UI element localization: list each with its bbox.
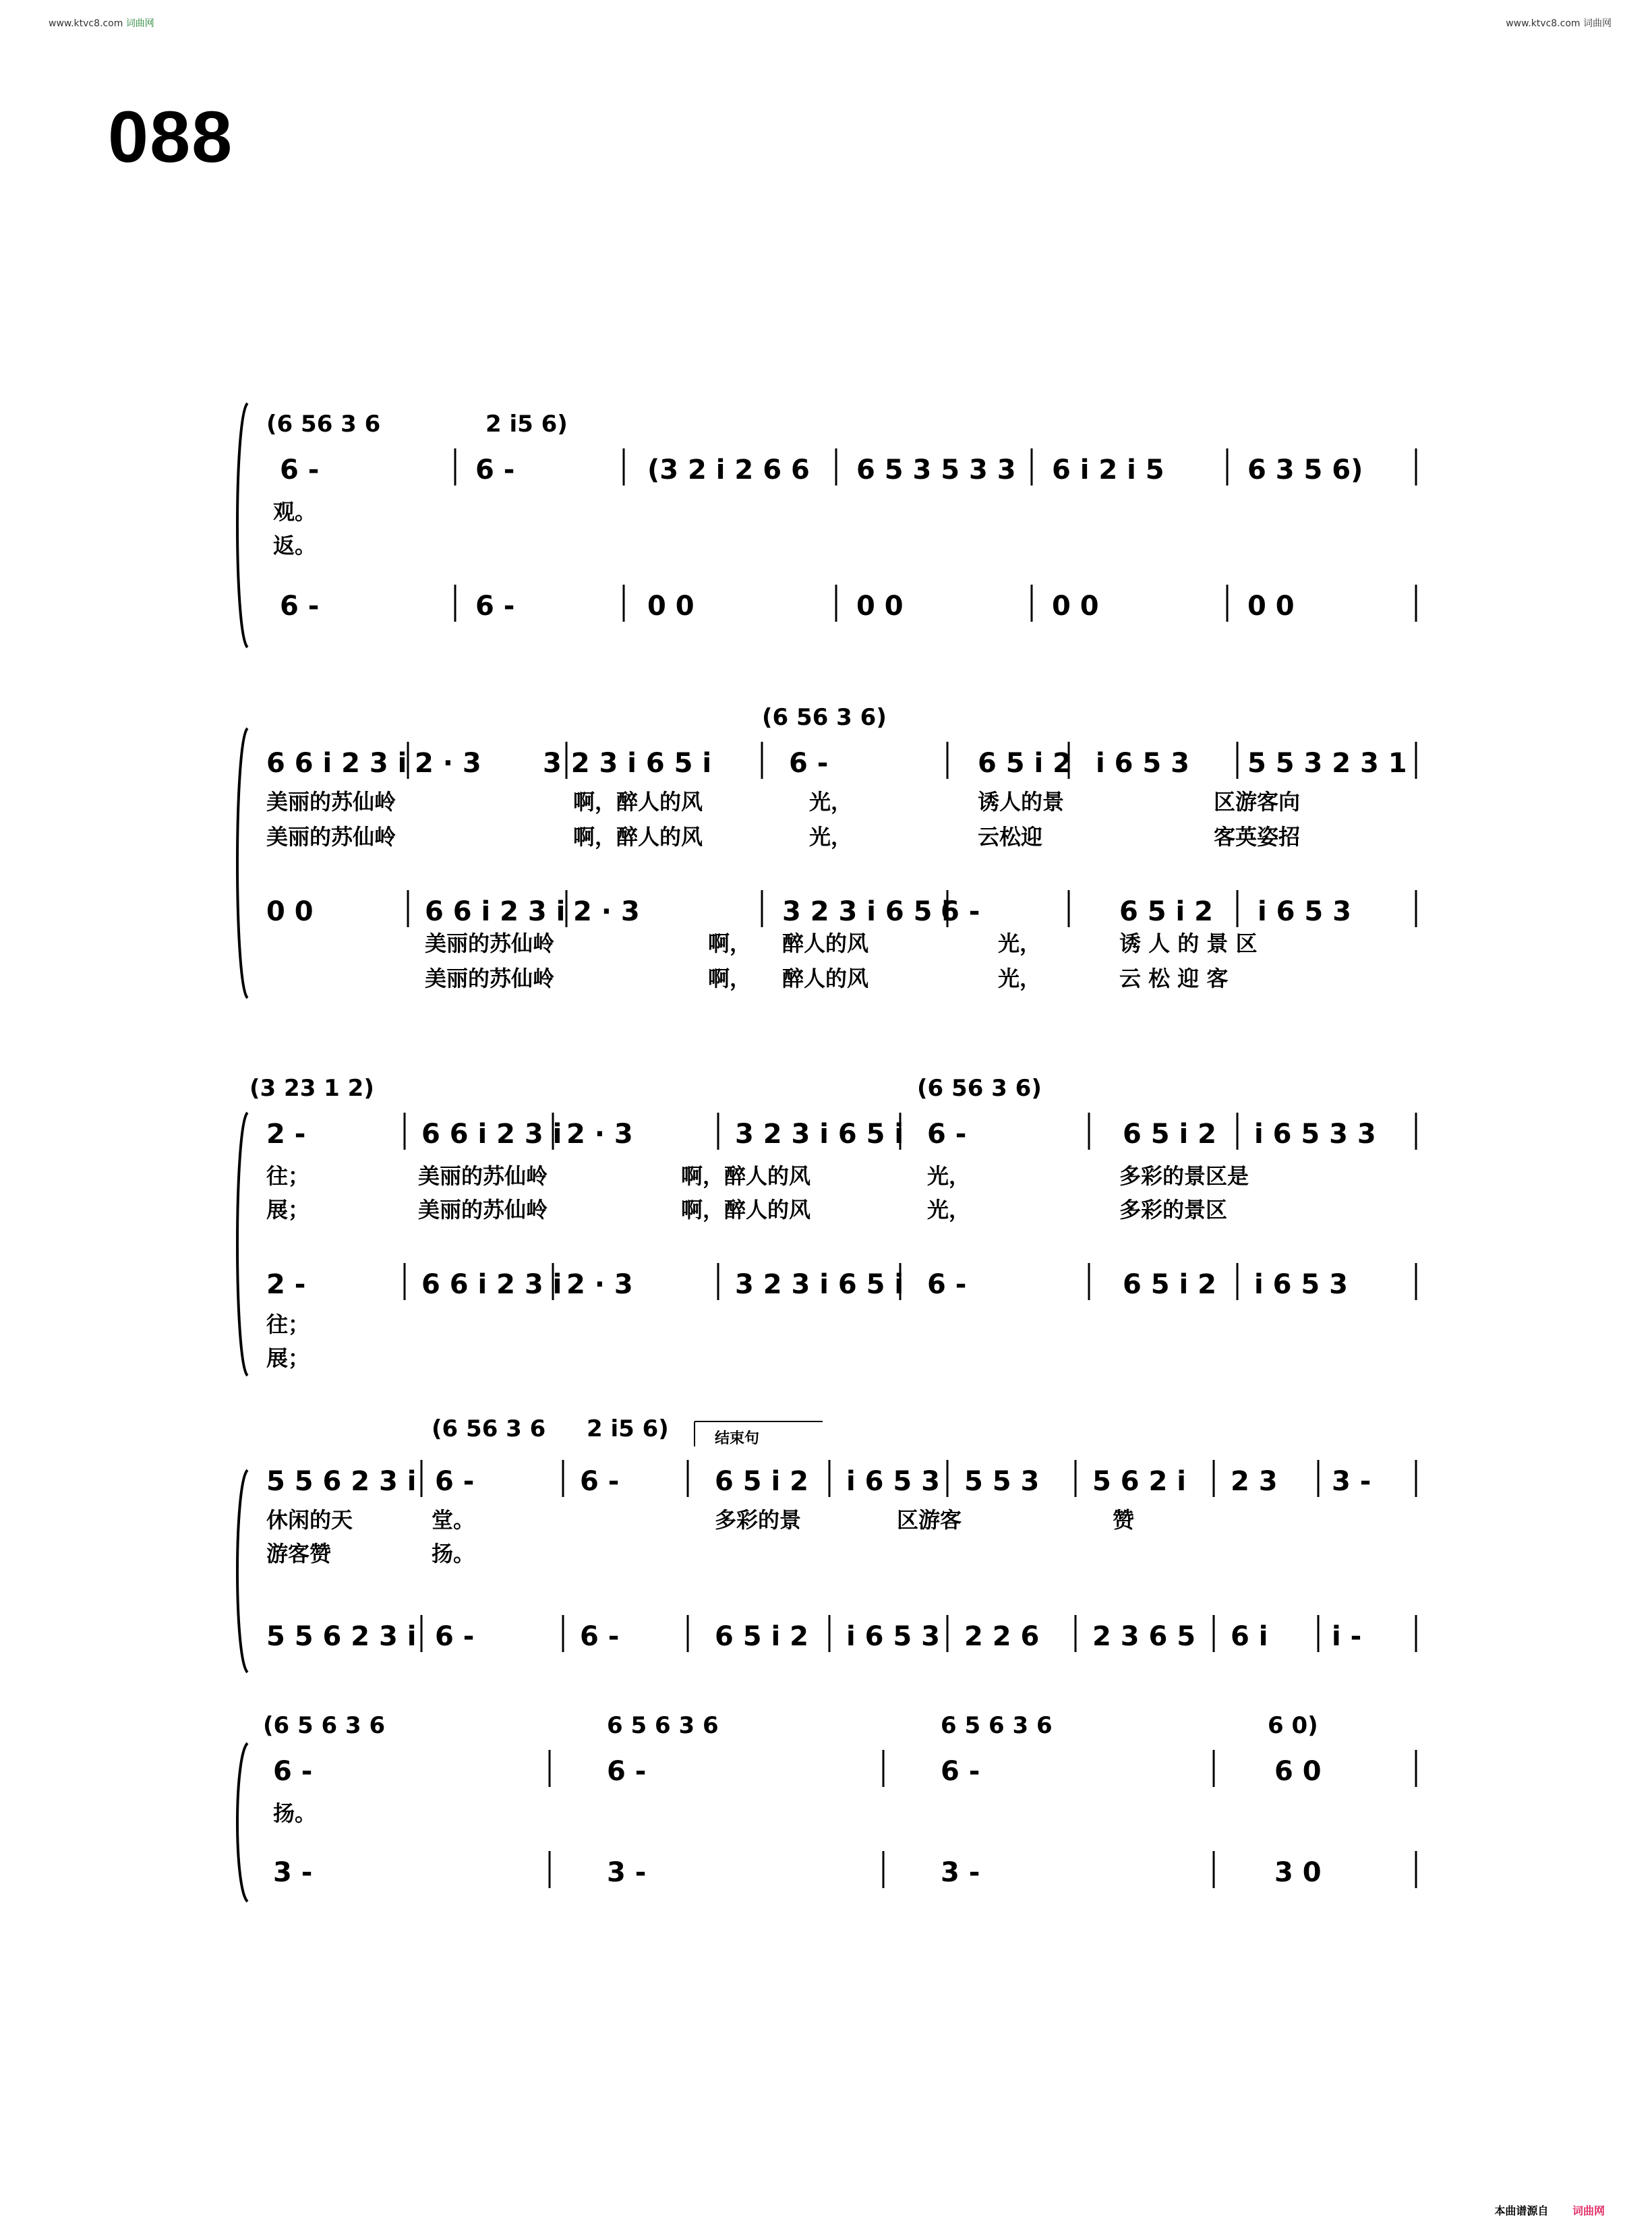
lyric-verse-1: 观。 [273, 499, 317, 525]
lower-measure: 6 - [435, 1621, 475, 1652]
score-system-2 [237, 704, 1416, 998]
lyric-verse-2: 返。 [273, 533, 317, 558]
lower-measure: 3 2 3 i 6 5 i [782, 896, 951, 927]
intro-phrase: (6 56 3 6 [266, 411, 381, 438]
lyric-verse-1: 区游客向 [1214, 789, 1301, 815]
upper-measure: i 6 5 3 [846, 1466, 940, 1497]
lyric-verse-1: 诱人的景 [978, 789, 1065, 815]
lower-measure: 6 6 i 2 3 i [425, 896, 566, 927]
footer [1494, 2202, 1605, 2218]
page-number: 088 [108, 96, 234, 177]
lyric-verse-1: 往； [266, 1163, 310, 1189]
upper-measure: 5 5 3 [964, 1466, 1040, 1497]
lyric-verse-1: 休闲的天 [266, 1507, 353, 1533]
lower-lyric-verse-2: 展； [266, 1345, 310, 1371]
upper-measure: 6 0 [1274, 1756, 1322, 1787]
system-brace [237, 1470, 247, 1672]
lyric-verse-2: 多彩的景区 [1119, 1197, 1228, 1223]
header-site-name-right: 词曲网 [1583, 18, 1612, 29]
lower-measure: 6 - [280, 591, 320, 622]
lower-lyric-verse-1: 诱 人 的 景 区 [1119, 931, 1258, 956]
lyric-verse-2: 啊，醉人的风 [573, 824, 703, 850]
score-system-5 [237, 1712, 1416, 1902]
upper-measure: 6 - [607, 1756, 647, 1787]
lyric-verse-2: 啊，醉人的风 [681, 1197, 811, 1223]
lyric-verse-2: 光， [927, 1197, 971, 1223]
lower-measure: 6 - [941, 896, 980, 927]
lower-measure: 2 2 6 [964, 1621, 1040, 1652]
lower-measure: 2 3 6 5 [1092, 1621, 1196, 1652]
lyric-verse-1: 光， [809, 789, 853, 815]
upper-measure: 6 - [580, 1466, 620, 1497]
end-phrase-label: 结束句 [715, 1430, 760, 1447]
lower-measure: 0 0 [856, 591, 904, 622]
score-system-3 [237, 1075, 1416, 1376]
upper-measure: 3 2 3 i 6 5 i [735, 1119, 904, 1150]
system-brace [237, 1743, 247, 1902]
upper-measure: 6 - [941, 1756, 980, 1787]
intro-phrase: (6 56 3 6) [917, 1075, 1042, 1102]
lower-lyric-verse-2: 美丽的苏仙岭 [425, 966, 555, 991]
lower-lyric-verse-2: 啊， [708, 966, 752, 991]
lower-lyric-verse-1: 啊， [708, 931, 752, 956]
lower-measure: 0 0 [266, 896, 314, 927]
lyric-verse-1: 堂。 [432, 1507, 475, 1533]
lower-measure: 3 2 3 i 6 5 i [735, 1269, 904, 1300]
header-site-name: 词曲网 [125, 18, 154, 29]
lower-measure: 6 5 i 2 [715, 1621, 808, 1652]
lower-measure: 6 5 i 2 [1119, 896, 1213, 927]
lower-measure: 3 - [607, 1857, 647, 1888]
lower-lyric-verse-1: 美丽的苏仙岭 [425, 931, 555, 956]
upper-measure: 6 - [927, 1119, 967, 1150]
lyric-verse-1: 美丽的苏仙岭 [418, 1163, 548, 1189]
lower-measure: i 6 5 3 [846, 1621, 940, 1652]
intro-phrase: (6 5 6 3 6 [263, 1712, 386, 1739]
lower-measure: 0 0 [647, 591, 695, 622]
lyric-verse-2: 客英姿招 [1214, 824, 1301, 850]
lower-measure: i 6 5 3 [1254, 1269, 1348, 1300]
intro-phrase: 2 i5 6) [485, 411, 568, 438]
lyric-verse-2: 游客赞 [266, 1541, 332, 1566]
lyric-verse-1: 光， [927, 1163, 971, 1189]
system-brace [237, 728, 247, 998]
lower-measure: i 6 5 3 [1258, 896, 1351, 927]
lyric-verse-1: 多彩的景 [715, 1507, 802, 1533]
upper-measure: 6 5 i 2 [978, 748, 1071, 779]
upper-measure: 5 6 2 i [1092, 1466, 1186, 1497]
lower-measure: 0 0 [1247, 591, 1295, 622]
lyric-verse-1: 啊，醉人的风 [573, 789, 703, 815]
upper-measure: 2 · 3 [415, 748, 481, 779]
lyric-verse-1: 赞 [1113, 1507, 1135, 1533]
lower-measure: 3 0 [1274, 1857, 1322, 1888]
lower-measure: 2 - [266, 1269, 306, 1300]
upper-measure: 6 6 i 2 3 i [421, 1119, 562, 1150]
lower-lyric-verse-2: 云 松 迎 客 [1119, 966, 1229, 991]
upper-measure: i 6 5 3 [1096, 748, 1189, 779]
upper-measure: 6 5 i 2 [1123, 1119, 1216, 1150]
upper-measure: 5 5 6 2 3 i [266, 1466, 417, 1497]
lyric-verse-1: 扬。 [273, 1800, 317, 1826]
upper-measure: 6 - [475, 454, 515, 486]
lyric-verse-1: 美丽的苏仙岭 [266, 789, 396, 815]
header-site: www.ktvc8.com [49, 18, 123, 29]
upper-measure: (3 2 i 2 6 6 [647, 454, 810, 486]
lower-lyric-verse-1: 往； [266, 1312, 310, 1337]
system-brace [237, 403, 247, 647]
intro-phrase: 6 5 6 3 6 [607, 1712, 719, 1739]
score-system-1 [237, 403, 1416, 647]
upper-measure: i 6 5 3 3 [1254, 1119, 1376, 1150]
lower-measure: 6 5 i 2 [1123, 1269, 1216, 1300]
intro-phrase: 6 0) [1268, 1712, 1318, 1739]
upper-measure: 6 - [789, 748, 829, 779]
lower-lyric-verse-2: 醉人的风 [782, 966, 869, 991]
intro-phrase: 2 i5 6) [587, 1415, 669, 1442]
upper-measure: 6 i 2 i 5 [1052, 454, 1164, 486]
upper-measure: 6 5 3 5 3 3 [856, 454, 1016, 486]
upper-measure: 2 3 [1231, 1466, 1278, 1497]
header-site-right: www.ktvc8.com [1506, 18, 1581, 29]
upper-measure: 3 2 3 i 6 5 i [543, 748, 712, 779]
lyric-verse-2: 云松迎 [978, 824, 1043, 850]
intro-phrase: (3 23 1 2) [249, 1075, 374, 1102]
upper-measure: 6 - [280, 454, 320, 486]
upper-measure: 6 6 i 2 3 i [266, 748, 407, 779]
upper-measure: 6 - [273, 1756, 313, 1787]
lower-measure: 3 - [941, 1857, 980, 1888]
lower-measure: 5 5 6 2 3 i [266, 1621, 417, 1652]
lower-measure: i - [1332, 1621, 1362, 1652]
system-brace [237, 1113, 247, 1376]
upper-measure: 6 3 5 6) [1247, 454, 1363, 486]
footer-source: 本曲谱源自 [1494, 2204, 1549, 2217]
lower-measure: 6 - [927, 1269, 967, 1300]
lower-measure: 3 - [273, 1857, 313, 1888]
lyric-verse-1: 多彩的景区是 [1119, 1163, 1249, 1189]
score-system-4 [237, 1415, 1416, 1672]
upper-measure: 3 - [1332, 1466, 1371, 1497]
lyric-verse-2: 展； [266, 1197, 310, 1223]
upper-measure: 2 - [266, 1119, 306, 1150]
lyric-verse-2: 美丽的苏仙岭 [418, 1197, 548, 1223]
footer-brand: 词曲网 [1572, 2204, 1605, 2217]
intro-phrase: (6 56 3 6 [432, 1415, 546, 1442]
lower-lyric-verse-1: 光， [998, 931, 1042, 956]
lower-measure: 6 - [580, 1621, 620, 1652]
lyric-verse-1: 区游客 [897, 1507, 962, 1533]
lower-lyric-verse-2: 光， [998, 966, 1042, 991]
lyric-verse-2: 美丽的苏仙岭 [266, 824, 396, 850]
lower-measure: 6 6 i 2 3 i [421, 1269, 562, 1300]
lyric-verse-2: 扬。 [432, 1541, 475, 1566]
lower-measure: 6 i [1231, 1621, 1268, 1652]
upper-measure: 6 5 i 2 [715, 1466, 808, 1497]
lower-lyric-verse-1: 醉人的风 [782, 931, 869, 956]
lower-measure: 2 · 3 [566, 1269, 633, 1300]
lower-measure: 0 0 [1052, 591, 1099, 622]
upper-measure: 6 - [435, 1466, 475, 1497]
intro-phrase: (6 56 3 6) [762, 704, 887, 731]
lower-measure: 2 · 3 [573, 896, 640, 927]
upper-measure: 2 · 3 [566, 1119, 633, 1150]
intro-phrase: 6 5 6 3 6 [941, 1712, 1053, 1739]
lyric-verse-2: 光， [809, 824, 853, 850]
lyric-verse-1: 啊，醉人的风 [681, 1163, 811, 1189]
upper-measure: 5 5 3 2 3 1 [1247, 748, 1407, 779]
lower-measure: 6 - [475, 591, 515, 622]
